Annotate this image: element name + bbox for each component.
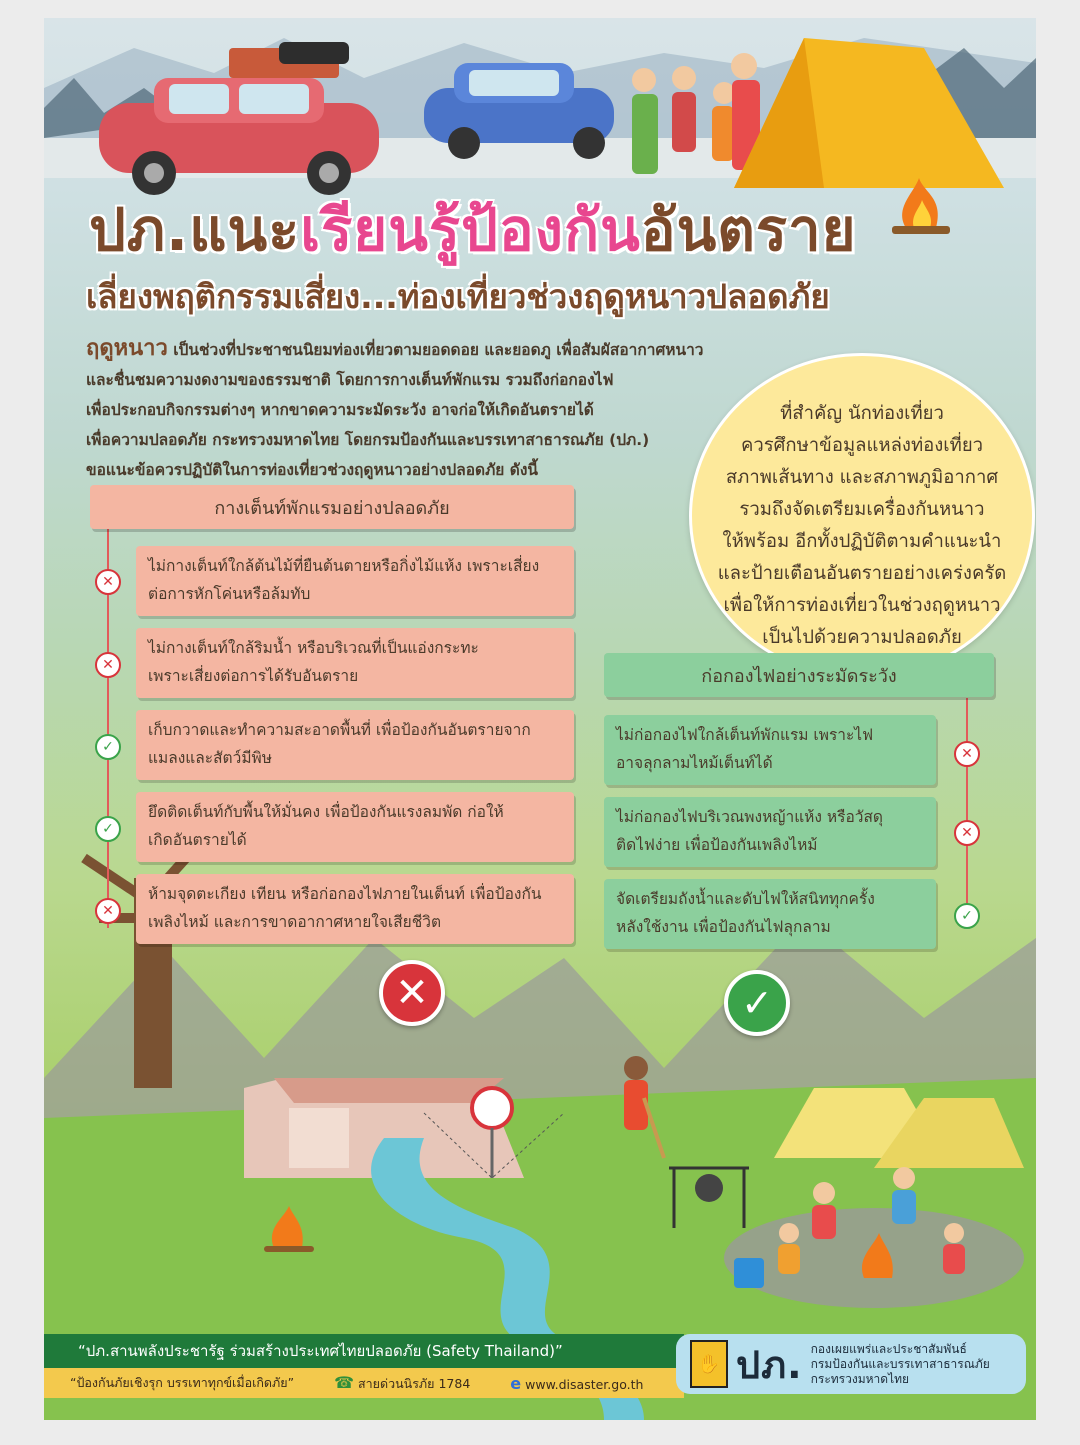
check-icon: ✓ — [954, 903, 980, 929]
campfire-item-3-line-2: หลังใช้งาน เพื่อป้องกันไฟลุกลาม — [616, 918, 831, 936]
title-part1: ปภ.แนะ — [89, 196, 301, 264]
intro-line-5: ขอแนะข้อควรปฏิบัติในการท่องเที่ยวช่วงฤดูหนาวอย่างปลอดภัย ดังนี้ — [86, 461, 539, 479]
campfire-item-3 — [604, 879, 936, 949]
subtitle: เลี่ยงพฤติกรรมเสี่ยง...ท่องเที่ยวช่วงฤดูหนาวปลอดภัย — [86, 277, 830, 316]
title-highlight: เรียนรู้ป้องกัน — [300, 196, 641, 264]
campfire-item-1 — [604, 715, 936, 785]
campfire-item-3-line-1: จัดเตรียมถังน้ำและดับไฟให้สนิททุกครั้ง — [616, 890, 875, 908]
intro-line-3: เพื่อประกอบกิจกรรมต่างๆ หากขาดความระมัดระวัง อาจก่อให้เกิดอันตรายได้ — [86, 401, 594, 419]
phone-icon: ☎ — [334, 1372, 355, 1392]
campfire-item-2-line-2: ติดไฟง่าย เพื่อป้องกันเพลิงไหม้ — [616, 836, 818, 854]
important-note-circle — [689, 353, 1035, 679]
cross-icon: ✕ — [95, 898, 121, 924]
campfire-item-2-line-1: ไม่ก่อกองไฟบริเวณพงหญ้าแห้ง หรือวัสดุ — [616, 808, 883, 826]
note-line-6: และป้ายเตือนอันตรายอย่างเคร่งครัด — [717, 563, 1007, 584]
intro-paragraph — [86, 334, 786, 485]
cross-icon: ✕ — [954, 741, 980, 767]
website — [510, 1374, 643, 1393]
footer-slogan: “ปภ.สานพลังประชารัฐ ร่วมสร้างประเทศไทยปลอดภัย (Safety Thailand)” — [44, 1334, 684, 1368]
title-part2: อันตราย — [640, 196, 857, 264]
browser-icon: e — [510, 1373, 522, 1393]
camping-item-5 — [136, 874, 574, 944]
department-line-1: กองเผยแพร่และประชาสัมพันธ์ — [810, 1341, 967, 1356]
camping-item-2-line-2: เพราะเสี่ยงต่อการได้รับอันตราย — [148, 667, 359, 685]
campfire-item-1-line-2: อาจลุกลามไหม้เต็นท์ได้ — [616, 754, 773, 772]
check-icon: ✓ — [95, 816, 121, 842]
intro-line-1: เป็นช่วงที่ประชาชนนิยมท่องเที่ยวตามยอดดอย และยอดภู เพื่อสัมผัสอากาศหนาว — [167, 341, 704, 359]
camping-item-1-line-1: ไม่กางเต็นท์ใกล้ต้นไม้ที่ยืนต้นตายหรือกิ่งไม้แห้ง เพราะเสี่ยง — [148, 557, 540, 575]
cross-icon: ✕ — [954, 820, 980, 846]
cross-icon: ✕ — [95, 652, 121, 678]
footer-info-bar — [44, 1368, 684, 1398]
camping-item-5-line-2: เพลิงไหม้ และการขาดอากาศหายใจเสียชีวิต — [148, 913, 442, 931]
note-line-3: สภาพเส้นทาง และสภาพภูมิอากาศ — [725, 467, 999, 488]
website-text: www.disaster.go.th — [525, 1376, 644, 1392]
intro-line-4: เพื่อความปลอดภัย กระทรวงมหาดไทย โดยกรมป้องกันและบรรเทาสาธารณภัย (ปภ.) — [86, 431, 650, 449]
note-line-7: เพื่อให้การท่องเที่ยวในช่วงฤดูหนาว — [723, 595, 1001, 616]
footer-motto: “ป้องกันภัยเชิงรุก บรรเทาทุกข์เมื่อเกิดภัย” — [70, 1375, 295, 1390]
department-logo-text: ปภ. — [736, 1342, 803, 1387]
camping-item-2-line-1: ไม่กางเต็นท์ใกล้ริมน้ำ หรือบริเวณที่เป็นแอ่งกระทะ — [148, 639, 479, 657]
note-line-1: ที่สำคัญ นักท่องเที่ยว — [780, 403, 944, 424]
camping-item-3 — [136, 710, 574, 780]
big-check-icon: ✓ — [724, 970, 790, 1036]
campfire-heading: ก่อกองไฟอย่างระมัดระวัง — [604, 653, 994, 697]
department-line-2: กรมป้องกันและบรรเทาสาธารณภัย — [810, 1356, 990, 1371]
note-line-4: รวมถึงจัดเตรียมเครื่องกันหนาว — [739, 499, 985, 520]
cross-icon: ✕ — [95, 569, 121, 595]
check-icon: ✓ — [95, 734, 121, 760]
important-note-text — [712, 378, 1012, 654]
hotline — [334, 1373, 470, 1394]
department-line-3: กระทรวงมหาดไทย — [810, 1371, 910, 1386]
camping-item-1-line-2: ต่อการหักโค่นหรือล้มทับ — [148, 585, 311, 603]
camping-item-4 — [136, 792, 574, 862]
camping-item-3-line-1: เก็บกวาดและทำความสะอาดพื้นที่ เพื่อป้องกันอันตรายจาก — [148, 721, 531, 739]
yellow-tents-icon — [774, 1088, 1024, 1168]
camping-item-4-line-2: เกิดอันตรายได้ — [148, 831, 247, 849]
intro-line-2: และชื่นชมความงดงามของธรรมชาติ โดยการกางเต็นท์พักแรม รวมถึงก่อกองไฟ — [86, 371, 614, 389]
camping-item-3-line-2: แมลงและสัตว์มีพิษ — [148, 749, 272, 767]
camping-item-2 — [136, 628, 574, 698]
main-title — [89, 183, 949, 276]
note-line-5: ให้พร้อม อีกทั้งปฏิบัติตามคำแนะนำ — [722, 531, 1002, 552]
department-names — [811, 1342, 990, 1387]
camping-item-5-line-1: ห้ามจุดตะเกียง เทียน หรือก่อกองไฟภายในเต็นท์ เพื่อป้องกัน — [148, 885, 542, 903]
note-line-2: ควรศึกษาข้อมูลแหล่งท่องเที่ยว — [740, 435, 984, 456]
campfire-item-2 — [604, 797, 936, 867]
department-emblem-icon: ✋ — [690, 1340, 728, 1388]
intro-lead: ฤดูหนาว — [86, 336, 168, 361]
department-box — [676, 1334, 1026, 1394]
big-cross-icon: ✕ — [379, 960, 445, 1026]
camping-item-1 — [136, 546, 574, 616]
campfire-item-1-line-1: ไม่ก่อกองไฟใกล้เต็นท์พักแรม เพราะไฟ — [616, 726, 874, 744]
camping-item-4-line-1: ยึดติดเต็นท์กับพื้นให้มั่นคง เพื่อป้องกันแรงลมพัด ก่อให้ — [148, 803, 504, 821]
note-line-8: เป็นไปด้วยความปลอดภัย — [762, 627, 962, 648]
hotline-text: สายด่วนนิรภัย 1784 — [358, 1375, 471, 1391]
camping-heading: กางเต็นท์พักแรมอย่างปลอดภัย — [90, 485, 574, 529]
poster — [44, 18, 1036, 1420]
water-bucket-icon — [734, 1258, 764, 1288]
campfire-timeline-line — [966, 698, 968, 923]
